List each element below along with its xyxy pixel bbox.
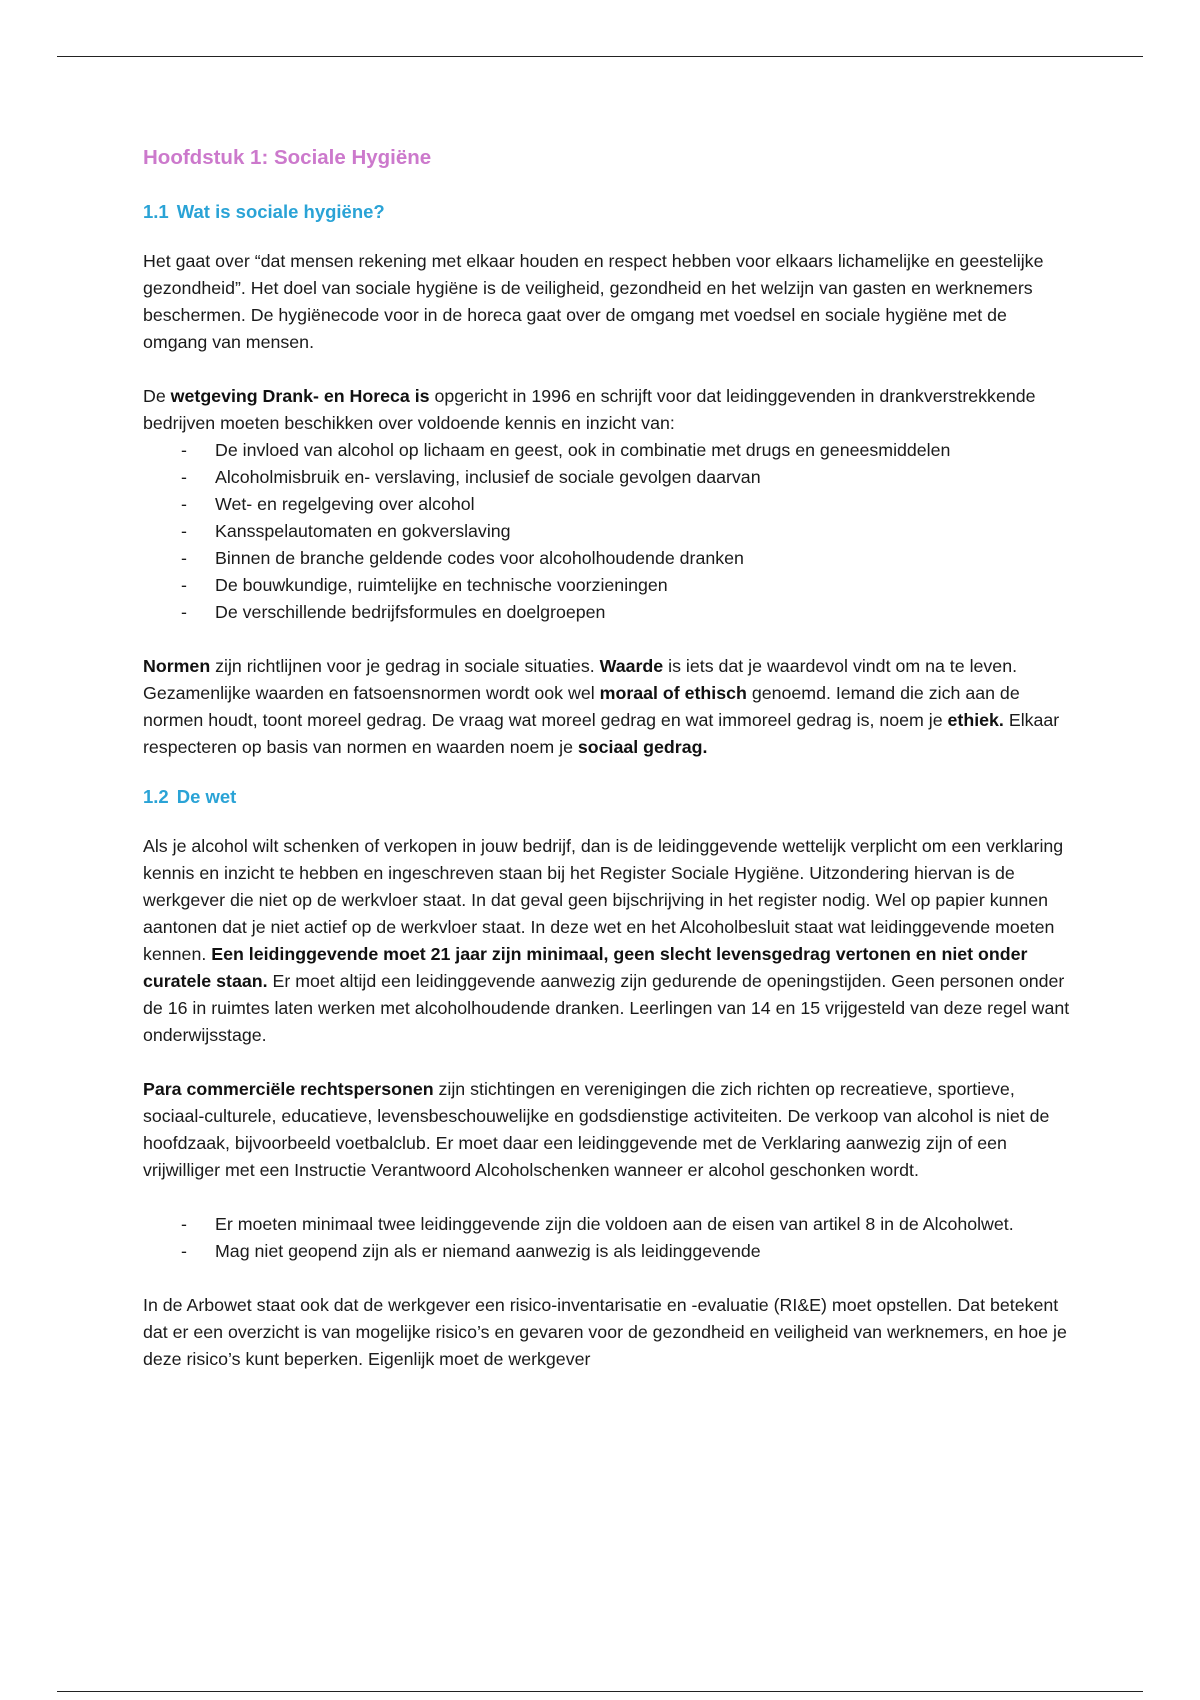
footer-rule [57,1691,1143,1692]
requirements-list [143,1211,1073,1265]
list-item: - De verschillende bedrijfsformules en doelgroepen [181,599,1073,626]
section-number: 1.2 [143,786,169,807]
chapter-title: Hoofdstuk 1: Sociale Hygiëne [143,146,432,169]
list-item: - Mag niet geopend zijn als er niemand aanwezig is als leidinggevende [181,1238,1073,1265]
paragraph-wetgeving: De wetgeving Drank- en Horeca is opgericht in 1996 en schrijft voor dat leidinggevenden in drankverstrekkende bedrijven moeten beschikken over voldoende kennis en inzicht van: [143,386,1036,433]
section-heading-1-2 [143,779,1073,815]
document-body [143,140,1073,1373]
section-number: 1.1 [143,201,169,222]
section-title: Wat is sociale hygiëne? [176,201,385,222]
list-item: - Kansspelautomaten en gokverslaving [181,518,1073,545]
paragraph-normen: Normen zijn richtlijnen voor je gedrag in sociale situaties. Waarde is iets dat je waardevol vindt om na te leven. Gezamenlijke waarden en fatsoensnormen wordt ook wel moraal of ethisch genoemd. Iemand die zich aan de normen houdt, toont moreel gedrag. De vraag wat moreel gedrag en wat immoreel gedrag is, noem je ethiek. Elkaar respecteren op basis van normen en waarden noem je sociaal gedrag. [143,656,1060,757]
list-item: - De invloed van alcohol op lichaam en geest, ook in combinatie met drugs en geneesmiddelen [181,437,1073,464]
list-item: - Er moeten minimaal twee leidinggevende zijn die voldoen aan de eisen van artikel 8 in de Alcoholwet. [181,1211,1073,1238]
paragraph-definition: Het gaat over “dat mensen rekening met elkaar houden en respect hebben voor elkaars lichamelijke en geestelijke gezondheid”. Het doel van sociale hygiëne is de veiligheid, gezondheid en het welzijn van gasten en werknemers beschermen. De hygiënecode voor in de horeca gaat over de omgang met voedsel en sociale hygiëne met de omgang van mensen. [143,251,1044,352]
list-item: - Alcoholmisbruik en- verslaving, inclusief de sociale gevolgen daarvan [181,464,1073,491]
paragraph-arbowet: In de Arbowet staat ook dat de werkgever een risico-inventarisatie en -evaluatie (RI&E) moet opstellen. Dat betekent dat er een overzicht is van mogelijke risico’s en gevaren voor de gezondheid en veiligheid van werknemers, en hoe je deze risico’s kunt beperken. Eigenlijk moet de werkgever [143,1295,1067,1369]
section-heading-1-1 [143,194,1073,230]
list-item: - De bouwkundige, ruimtelijke en technische voorzieningen [181,572,1073,599]
list-item: - Binnen de branche geldende codes voor alcoholhoudende dranken [181,545,1073,572]
header-rule [57,56,1143,57]
section-title: De wet [176,786,237,807]
paragraph-de-wet: Als je alcohol wilt schenken of verkopen in jouw bedrijf, dan is de leidinggevende wettelijk verplicht om een verklaring kennis en inzicht te hebben en ingeschreven staan bij het Register Sociale Hygiëne. Uitzondering hiervan is de werkgever die niet op de werkvloer staat. In dat geval geen bijschrijving in het register nodig. Wel op papier kunnen aantonen dat je niet actief op de werkvloer staat. In deze wet en het Alcoholbesluit staat wat leidinggevende moeten kennen. Een leidinggevende moet 21 jaar zijn minimaal, geen slecht levensgedrag vertonen en niet onder curatele staan. Er moet altijd een leidinggevende aanwezig zijn gedurende de openingstijden. Geen personen onder de 16 in ruimtes laten werken met alcoholhoudende dranken. Leerlingen van 14 en 15 vrijgesteld van deze regel want onderwijsstage. [143,836,1070,1045]
list-item: - Wet- en regelgeving over alcohol [181,491,1073,518]
paragraph-para-commercieel: Para commerciële rechtspersonen zijn stichtingen en verenigingen die zich richten op recreatieve, sportieve, sociaal-culturele, educatieve, levensbeschouwelijke en godsdienstige activiteiten. De verkoop van alcohol is niet de hoofdzaak, bijvoorbeeld voetbalclub. Er moet daar een leidinggevende met de Verklaring aanwezig zijn of een vrijwilliger met een Instructie Verantwoord Alcoholschenken wanneer er alcohol geschonken wordt. [143,1079,1050,1180]
knowledge-list [143,437,1073,626]
